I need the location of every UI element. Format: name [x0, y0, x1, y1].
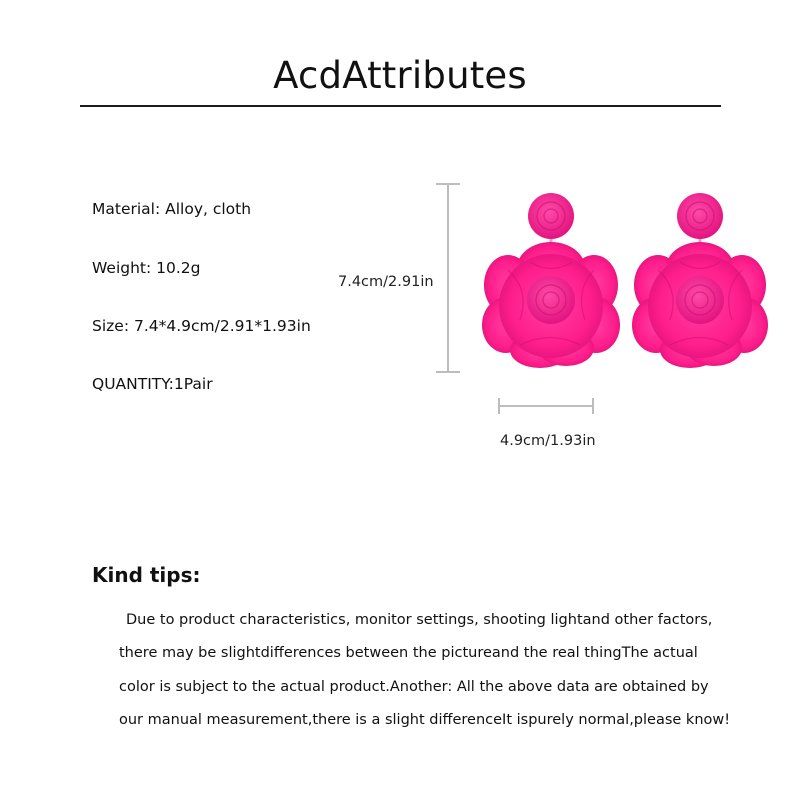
spec-size: Size: 7.4*4.9cm/2.91*1.93in [92, 317, 311, 335]
spec-material: Material: Alloy, cloth [92, 200, 252, 218]
width-measure-line [499, 398, 593, 414]
width-dimension-label: 4.9cm/1.93in [500, 433, 596, 449]
earring-left-icon [482, 193, 620, 368]
height-measure-line [436, 184, 460, 372]
page-title: AcdAttributes [273, 54, 527, 97]
spec-quantity: QUANTITY:1Pair [92, 375, 213, 393]
tip-line: color is subject to the actual product.Another: All the above data are obtained by [119, 679, 709, 695]
tip-line: our manual measurement,there is a slight differenceIt ispurely normal,please know! [119, 712, 731, 728]
spec-weight: Weight: 10.2g [92, 259, 201, 277]
tip-line: there may be slightdifferences between the pictureand the real thingThe actual [119, 645, 698, 661]
kind-tips-heading: Kind tips: [92, 563, 201, 587]
height-dimension-label: 7.4cm/2.91in [338, 274, 434, 290]
earring-right-icon [632, 193, 768, 368]
tip-line: Due to product characteristics, monitor settings, shooting lightand other factors, [126, 612, 713, 628]
